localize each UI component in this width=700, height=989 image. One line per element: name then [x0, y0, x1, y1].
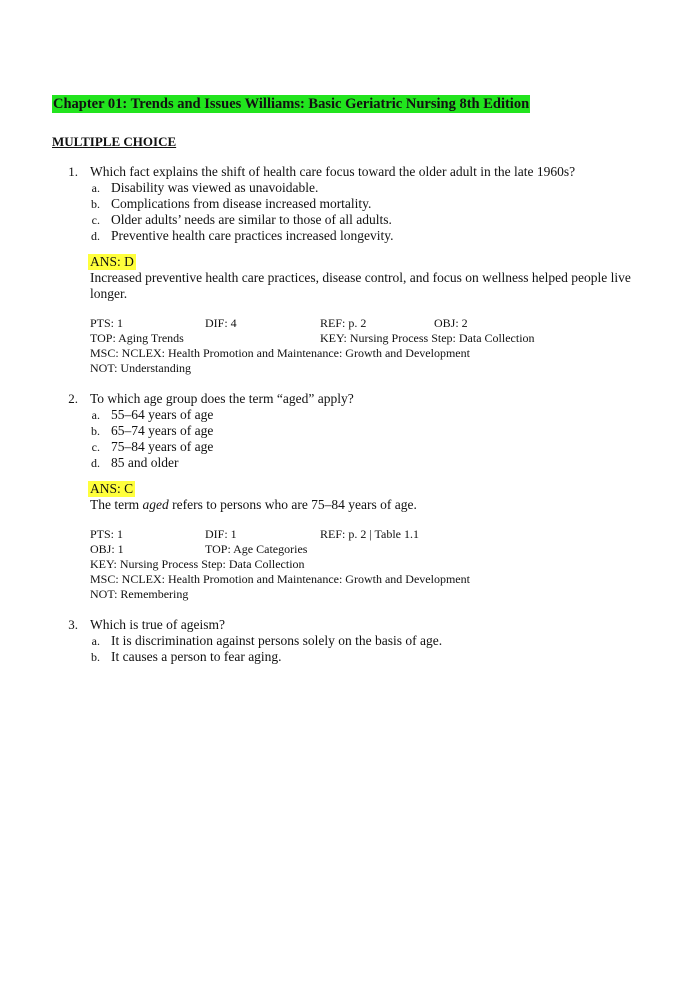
meta-not: NOT: Remembering: [90, 587, 189, 601]
option-letter: d.: [91, 456, 100, 470]
meta-dif: DIF: 1: [205, 527, 237, 541]
option-letter: b.: [91, 650, 100, 664]
meta-obj: OBJ: 1: [90, 542, 124, 556]
answer-highlight: ANS: D: [90, 254, 134, 269]
option-letter: b.: [91, 197, 100, 211]
meta-key: KEY: Nursing Process Step: Data Collection: [90, 557, 305, 571]
option-text: Complications from disease increased mortality.: [111, 196, 372, 211]
meta-pts: PTS: 1: [90, 527, 124, 541]
meta-key: KEY: Nursing Process Step: Data Collection: [320, 331, 535, 345]
meta-msc: MSC: NCLEX: Health Promotion and Maintenance: Growth and Development: [90, 572, 470, 586]
meta-not: NOT: Understanding: [90, 361, 192, 375]
meta-obj: OBJ: 2: [434, 316, 468, 330]
rationale-post: refers to persons who are 75–84 years of age.: [168, 497, 417, 512]
option-text: Preventive health care practices increased longevity.: [111, 228, 394, 243]
rationale-text: longer.: [90, 286, 128, 301]
meta-top: TOP: Age Categories: [205, 542, 308, 556]
answer-highlight: ANS: C: [90, 481, 134, 496]
option-letter: c.: [91, 213, 100, 227]
meta-ref: REF: p. 2: [320, 316, 367, 330]
meta-pts: PTS: 1: [90, 316, 124, 330]
rationale-text: [90, 497, 417, 513]
option-text: Disability was viewed as unavoidable.: [111, 180, 319, 195]
chapter-title: Chapter 01: Trends and Issues Williams: Basic Geriatric Nursing 8th Edition: [53, 96, 530, 112]
option-text: 75–84 years of age: [111, 439, 214, 454]
option-letter: b.: [91, 424, 100, 438]
option-letter: a.: [91, 408, 100, 422]
option-text: 55–64 years of age: [111, 407, 214, 422]
rationale-emphasis: aged: [142, 497, 169, 512]
question-stem: Which fact explains the shift of health care focus toward the older adult in the late 1960s?: [90, 164, 576, 179]
option-text: 85 and older: [111, 455, 179, 470]
meta-ref: REF: p. 2 | Table 1.1: [320, 527, 420, 541]
option-letter: c.: [91, 440, 100, 454]
meta-top: TOP: Aging Trends: [90, 331, 184, 345]
option-text: It is discrimination against persons solely on the basis of age.: [111, 633, 443, 648]
question-stem: To which age group does the term “aged” apply?: [90, 391, 354, 406]
question-number: 2.: [68, 391, 78, 406]
option-text: 65–74 years of age: [111, 423, 214, 438]
option-text: Older adults’ needs are similar to those of all adults.: [111, 212, 392, 227]
meta-msc: MSC: NCLEX: Health Promotion and Maintenance: Growth and Development: [90, 346, 470, 360]
rationale-pre: The term: [90, 497, 143, 512]
option-letter: a.: [91, 634, 100, 648]
rationale-text: Increased preventive health care practices, disease control, and focus on wellness helped people live: [90, 270, 631, 285]
meta-dif: DIF: 4: [205, 316, 237, 330]
question-stem: Which is true of ageism?: [90, 617, 225, 632]
option-letter: d.: [91, 229, 100, 243]
option-letter: a.: [91, 181, 100, 195]
question-number: 1.: [68, 164, 78, 179]
option-text: It causes a person to fear aging.: [111, 649, 282, 664]
question-number: 3.: [68, 617, 78, 632]
section-heading: MULTIPLE CHOICE: [52, 134, 177, 149]
